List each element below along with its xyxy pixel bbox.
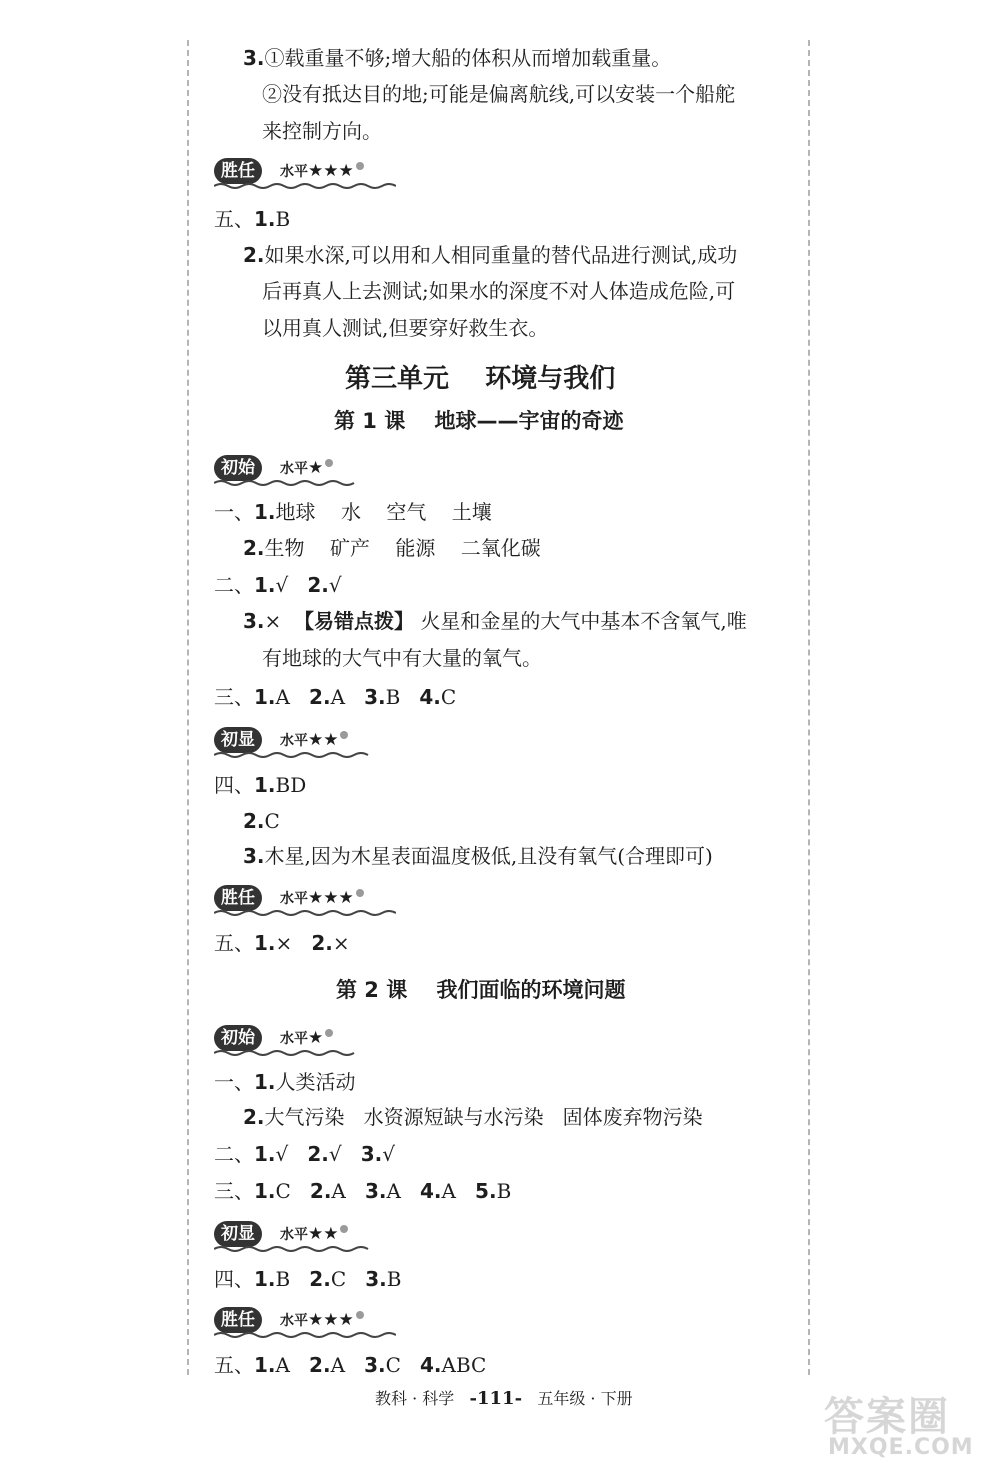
answer-line: 后再真人上去测试;如果水的深度不对人体造成危险,可 bbox=[262, 279, 736, 303]
tip-label: 【易错点拨】 bbox=[294, 609, 414, 633]
wave-underline bbox=[214, 909, 396, 917]
answer-line: 三、1.C 2.A 3.A 4.A 5.B bbox=[214, 1179, 512, 1203]
level-badge-shengren: 胜任 水平★★★ bbox=[214, 883, 396, 917]
answer-line: 2.大气污染 水资源短缺与水污染 固体废弃物污染 bbox=[243, 1105, 703, 1129]
lesson-title: 第 2 课 我们面临的环境问题 bbox=[336, 978, 626, 1002]
answer-line: 五、1.× 2.× bbox=[214, 931, 350, 955]
left-margin-rule bbox=[187, 40, 189, 1375]
answer-line: 三、1.A 2.A 3.B 4.C bbox=[214, 685, 457, 709]
level-badge-chuxian: 初显 水平★★ bbox=[214, 725, 374, 759]
answer-line: 一、1.地球 水 空气 土壤 bbox=[214, 500, 492, 524]
answer-line: ②没有抵达目的地;可能是偏离航线,可以安装一个船舵 bbox=[262, 82, 736, 106]
answer-line: 以用真人测试,但要穿好救生衣。 bbox=[262, 316, 549, 340]
answer-line: 四、1.B 2.C 3.B bbox=[214, 1267, 402, 1291]
unit-title: 第三单元 环境与我们 bbox=[345, 364, 616, 394]
page-footer bbox=[375, 1386, 633, 1409]
answer-line: 一、1.人类活动 bbox=[214, 1070, 356, 1094]
footer-grade: 五年级 · 下册 bbox=[537, 1389, 633, 1408]
wave-underline bbox=[214, 479, 360, 487]
level-badge-shengren: 胜任 水平★★★ bbox=[214, 156, 396, 190]
lesson-title: 第 1 课 地球——宇宙的奇迹 bbox=[334, 409, 624, 433]
right-margin-rule bbox=[808, 40, 810, 1375]
level-badge-chushi: 初始 水平★ bbox=[214, 1023, 360, 1057]
answer-line: 二、1.√ 2.√ 3.√ bbox=[214, 1142, 395, 1166]
answer-line: 四、1.BD bbox=[214, 773, 307, 797]
answer-line: 有地球的大气中有大量的氧气。 bbox=[262, 646, 542, 670]
wave-underline bbox=[214, 1245, 374, 1253]
level-badge-chushi: 初始 水平★ bbox=[214, 453, 360, 487]
answer-line: 2.C bbox=[243, 809, 280, 833]
answer-line: 二、1.√ 2.√ bbox=[214, 573, 342, 597]
answer-line: 3.①载重量不够;增大船的体积从而增加载重量。 bbox=[243, 46, 672, 70]
answer-line: 3.× 【易错点拨】 火星和金星的大气中基本不含氧气,唯 bbox=[243, 609, 747, 633]
wave-underline bbox=[214, 182, 396, 190]
answer-line: 3.木星,因为木星表面温度极低,且没有氧气(合理即可) bbox=[243, 844, 713, 868]
answer-line: 2.生物 矿产 能源 二氧化碳 bbox=[243, 536, 541, 560]
answer-line: 来控制方向。 bbox=[262, 119, 382, 143]
wave-underline bbox=[214, 1049, 360, 1057]
answer-line: 五、1.B bbox=[214, 207, 291, 231]
watermark-logo: 答案圈 MXQE.COM bbox=[824, 1394, 974, 1460]
wave-underline bbox=[214, 751, 374, 759]
answer-line: 五、1.A 2.A 3.C 4.ABC bbox=[214, 1353, 487, 1377]
wave-underline bbox=[214, 1331, 396, 1339]
page-number: -111- bbox=[469, 1388, 523, 1409]
level-badge-shengren: 胜任 水平★★★ bbox=[214, 1305, 396, 1339]
answer-line: 2.如果水深,可以用和人相同重量的替代品进行测试,成功 bbox=[243, 243, 738, 267]
level-badge-chuxian: 初显 水平★★ bbox=[214, 1219, 374, 1253]
footer-subject: 教科 · 科学 bbox=[375, 1389, 455, 1408]
